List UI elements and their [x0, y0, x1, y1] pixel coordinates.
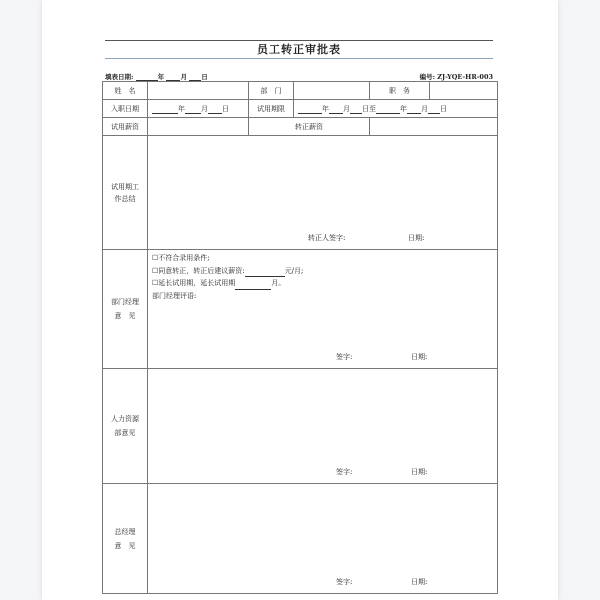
dept-opinion-label [103, 250, 148, 369]
summary-date-label: 日期: [408, 234, 425, 242]
hire-day-unit: 日 [222, 104, 229, 113]
fill-date-month-unit: 月 [180, 73, 187, 81]
extend-months-unit: 月。 [271, 279, 286, 287]
fill-date-label: 填表日期: [105, 73, 134, 81]
prob-start-year-blank[interactable] [298, 106, 322, 114]
option-not-qualified[interactable]: ☐不符合录用条件; [152, 254, 210, 262]
dept-opinion-label-line2: 意 见 [114, 312, 136, 320]
approval-form-table [102, 81, 498, 594]
fill-date-year-blank[interactable] [136, 73, 158, 81]
name-field[interactable] [148, 82, 249, 100]
row-dept-opinion [103, 250, 498, 369]
extend-months-blank[interactable] [235, 282, 271, 290]
hr-opinion-label-line2: 部意见 [114, 429, 136, 437]
row-basic-info [103, 82, 498, 100]
gm-opinion-label-line2: 意 见 [114, 541, 136, 550]
prob-start-month-unit: 月 [343, 104, 350, 113]
prob-end-day-unit: 日 [440, 104, 447, 113]
name-label: 姓 名 [103, 82, 148, 100]
dept-field[interactable] [294, 82, 370, 100]
probation-salary-label: 试用薪资 [103, 118, 148, 136]
hire-date-field[interactable] [148, 100, 249, 118]
fill-date-year-unit: 年 [157, 73, 165, 81]
prob-end-day-blank[interactable] [428, 106, 440, 114]
probation-period-field[interactable] [294, 100, 498, 118]
fill-date-day-unit: 日 [201, 73, 208, 81]
fill-date [105, 72, 208, 81]
fill-date-month-blank[interactable] [166, 73, 180, 81]
row-gm-opinion [103, 484, 498, 594]
prob-end-year-blank[interactable] [376, 106, 400, 114]
regular-salary-label: 转正薪资 [249, 118, 370, 136]
gm-opinion-label [103, 484, 148, 594]
dept-label: 部 门 [249, 82, 294, 100]
hr-opinion-field[interactable] [148, 369, 498, 484]
position-label: 职 务 [370, 82, 430, 100]
option-approve[interactable] [152, 265, 303, 278]
prob-to-text: 日至 [362, 104, 376, 113]
prob-start-month-blank[interactable] [329, 106, 343, 114]
hr-opinion-label-line1: 人力资源 [111, 415, 139, 423]
position-field[interactable] [430, 82, 498, 100]
hire-year-blank[interactable] [152, 106, 178, 114]
dept-options [152, 252, 303, 302]
gm-opinion-label-line1: 总经理 [114, 527, 136, 536]
fill-date-day-blank[interactable] [189, 73, 201, 81]
summary-signature-label: 转正人签字: [308, 234, 346, 242]
option-approve-text: ☐同意转正，转正后建议薪资: [152, 266, 245, 275]
row-dates [103, 100, 498, 118]
probation-label: 试用期限 [249, 100, 294, 118]
form-code: 编号: ZJ-YQE-HR-003 [419, 73, 493, 81]
regular-salary-field[interactable] [370, 118, 498, 136]
option-extend[interactable] [152, 277, 303, 290]
form-title-text: 员工转正审批表 [253, 43, 345, 56]
hire-year-unit: 年 [178, 104, 185, 113]
row-salary [103, 118, 498, 136]
hire-day-blank[interactable] [208, 106, 222, 114]
prob-end-month-unit: 月 [421, 104, 428, 113]
prob-start-year-unit: 年 [322, 104, 329, 113]
hr-date-label: 日期: [411, 468, 428, 476]
suggested-salary-blank[interactable] [245, 269, 285, 277]
dept-signature-label: 签字: [336, 353, 353, 361]
salary-unit: 元/月; [284, 266, 304, 275]
summary-label: 试用期工作总结 [103, 136, 148, 250]
form-title [105, 43, 493, 63]
dept-opinion-field[interactable] [148, 250, 498, 369]
row-hr-opinion [103, 369, 498, 484]
prob-end-month-blank[interactable] [407, 106, 421, 114]
dept-opinion-label-line1: 部门经理 [111, 298, 139, 306]
row-summary [103, 136, 498, 250]
hire-date-label: 入职日期 [103, 100, 148, 118]
prob-start-day-blank[interactable] [350, 106, 362, 114]
dept-manager-comment-label: 部门经理评语: [152, 291, 197, 300]
gm-signature-label: 签字: [336, 578, 353, 586]
prob-end-year-unit: 年 [400, 104, 407, 113]
summary-field[interactable] [148, 136, 498, 250]
hr-signature-label: 签字: [336, 468, 353, 476]
probation-salary-field[interactable] [148, 118, 249, 136]
hire-month-unit: 月 [201, 104, 208, 113]
header-rule-top [105, 40, 493, 41]
hr-opinion-label [103, 369, 148, 484]
hire-month-blank[interactable] [185, 106, 201, 114]
dept-date-label: 日期: [411, 353, 428, 361]
gm-date-label: 日期: [411, 578, 428, 586]
gm-opinion-field[interactable] [148, 484, 498, 594]
option-extend-text: ☐延长试用期，延长试用期 [152, 279, 236, 287]
